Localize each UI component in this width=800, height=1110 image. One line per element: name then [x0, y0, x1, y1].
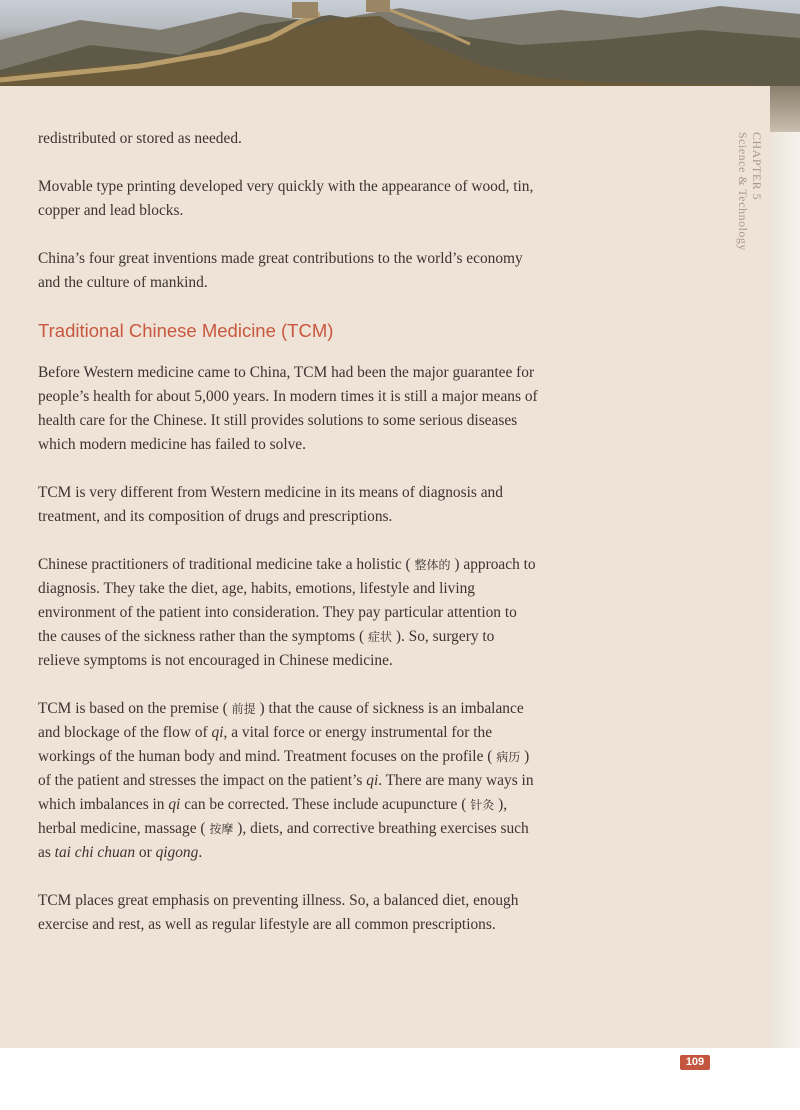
p7-text-c: , a vital force or energy instrumental for the workings of the human body and mind. Treatment focuses on the profile ( — [38, 724, 493, 765]
paragraph-5: TCM is very different from Western medicine in its means of diagnosis and treatment, and its composition of drugs and prescriptions. — [38, 484, 503, 525]
p7-text-d: ) of the patient and stresses the impact on the patient’s — [38, 748, 530, 789]
chapter-side-label — [736, 132, 764, 272]
banner-shadow-corner — [770, 86, 800, 132]
p7-text-e: . There are many ways in which imbalances in — [38, 772, 534, 813]
paragraph-3: China’s four great inventions made great contributions to the world’s economy and the culture of mankind. — [38, 250, 523, 291]
paragraph-2: Movable type printing developed very quickly with the appearance of wood, tin, copper and lead blocks. — [38, 178, 534, 219]
chinese-gloss-massage: 按摩 — [209, 822, 234, 836]
chinese-gloss-holistic: 整体的 — [414, 558, 451, 572]
p7-text-j: . — [198, 844, 203, 861]
paragraph-1: redistributed or stored as needed. — [38, 130, 242, 147]
chinese-gloss-premise: 前提 — [231, 702, 256, 716]
p7-text-g: ), herbal medicine, massage ( — [38, 796, 508, 837]
section-heading-tcm: Traditional Chinese Medicine (TCM) — [38, 320, 334, 341]
paragraph-6 — [38, 553, 538, 673]
p7-text-i: or — [135, 844, 156, 861]
term-qigong: qigong — [155, 844, 199, 861]
page-edge-strip — [770, 86, 800, 1048]
paragraph-4: Before Western medicine came to China, TCM had been the major guarantee for people’s health for about 5,000 years. In modern times it is still a major means of health care for the Chinese. It still provides solutions to some serious diseases which modern medicine has failed to solve. — [38, 364, 538, 453]
term-qi: qi — [168, 796, 181, 813]
p6-text-b: ) approach to diagnosis. They take the diet, age, habits, emotions, lifestyle and living environment of the patient into consideration. They pay particular attention to the causes of the sickness rather than the symptoms ( — [38, 556, 536, 645]
p6-text-c: ). So, surgery to relieve symptoms is not encouraged in Chinese medicine. — [38, 628, 495, 669]
paragraph-8: TCM places great emphasis on preventing illness. So, a balanced diet, enough exercise and rest, as well as regular lifestyle are all common prescriptions. — [38, 892, 519, 933]
p7-text-h: ), diets, and corrective breathing exercises such as — [38, 820, 529, 861]
chinese-gloss-acupuncture: 针灸 — [470, 798, 495, 812]
chinese-gloss-symptoms: 症状 — [367, 630, 392, 644]
p7-text-a: TCM is based on the premise ( — [38, 700, 228, 717]
paragraph-7 — [38, 697, 538, 865]
p7-text-b: ) that the cause of sickness is an imbalance and blockage of the flow of — [38, 700, 524, 741]
chinese-gloss-profile: 病历 — [496, 750, 521, 764]
p7-text-f: can be corrected. These include acupuncture ( — [180, 796, 467, 813]
page-number-badge: 109 — [680, 1055, 710, 1070]
chapter-title: Science & Technology — [736, 132, 750, 251]
term-tai-chi-chuan: tai chi chuan — [54, 844, 136, 861]
term-qi: qi — [211, 724, 224, 741]
article-body — [38, 127, 538, 961]
p6-text-a: Chinese practitioners of traditional medicine take a holistic ( — [38, 556, 411, 573]
term-qi: qi — [366, 772, 379, 789]
great-wall-banner-image — [0, 0, 800, 90]
chapter-number: CHAPTER 5 — [750, 132, 764, 201]
